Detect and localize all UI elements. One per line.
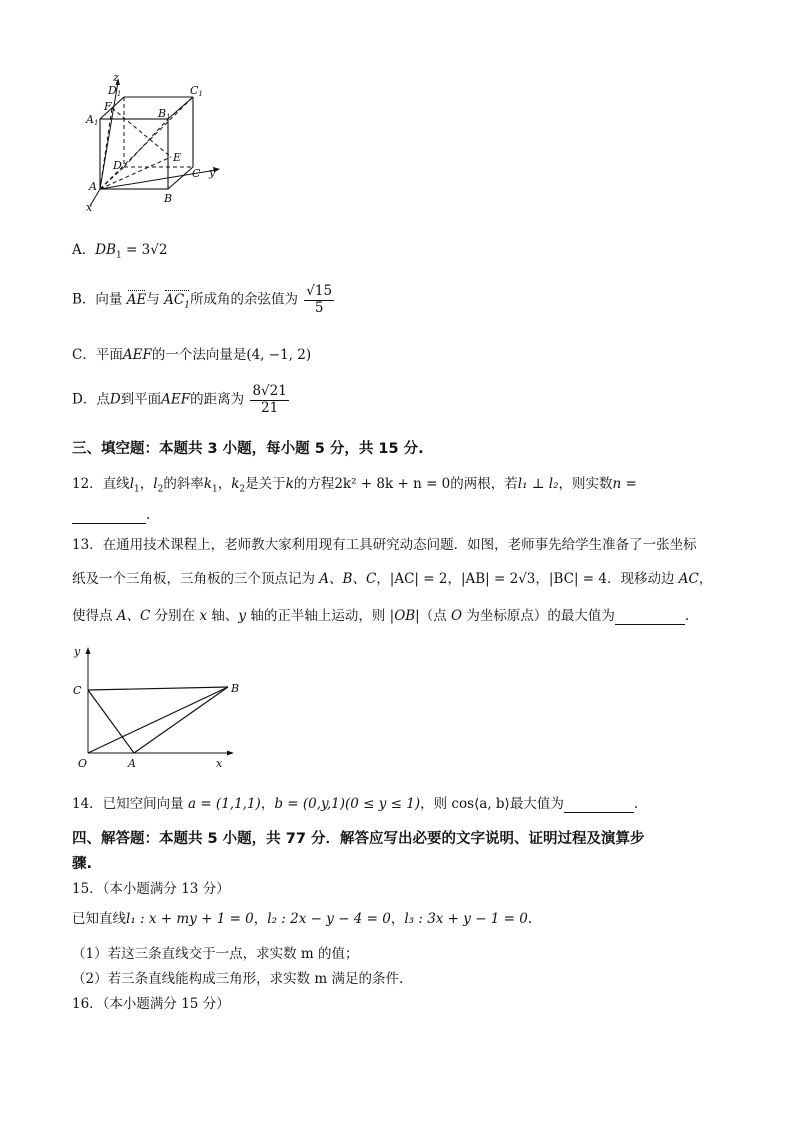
cube-figure	[80, 72, 230, 214]
question-15-heading: 15．（本小题满分 13 分）	[72, 881, 230, 897]
section-4-heading-line-2: 骤.	[72, 856, 93, 872]
question-15-part-2: （2）若三条直线能构成三角形，求实数 m 满足的条件.	[72, 971, 404, 987]
question-13-line-2: 纸及一个三角板，三角板的三个顶点记为 A、B、C，|AC| = 2，|AB| = 2√3，|BC| = 4．现移动边 AC，	[72, 571, 713, 587]
label-x: x	[86, 201, 93, 214]
question-15-body: 已知直线l₁ : x + my + 1 = 0，l₂ : 2x − y − 4 = 0，l₃ : 3x + y − 1 = 0.	[72, 911, 533, 927]
label-d1: D1	[108, 84, 122, 98]
question-15-part-1: （1）若这三条直线交于一点，求实数 m 的值；	[72, 946, 359, 962]
fig13-label-c: C	[73, 684, 82, 697]
option-b: B．向量 AE与 $AC_1$所成角的余弦值为 $\frac{√15}{5}$	[72, 283, 333, 316]
question-13-line-3: 使得点 A、C 分别在 x 轴、y 轴的正半轴上运动，则 |OB|（点 O 为坐标原点）的最大值为 .	[72, 608, 690, 624]
label-c: C	[192, 167, 201, 180]
question-16-heading: 16．（本小题满分 15 分）	[72, 996, 230, 1012]
section-4-heading-line-1: 四、解答题：本题共 5 小题，共 77 分．解答应写出必要的文字说明、证明过程及演算步	[72, 831, 645, 847]
option-a: A．$DB_1 = 3√2$	[72, 242, 168, 261]
question-13-line-1: 13．在通用技术课程上，老师教大家利用现有工具研究动态问题．如图，老师事先给学生准备了一张坐标	[72, 537, 697, 553]
label-z: z	[113, 72, 119, 84]
label-a: A	[89, 180, 97, 193]
label-c1: C1	[190, 84, 203, 98]
question-14: 14．已知空间向量 a = (1,1,1)，b = (0,y,1)(0 ≤ y ≤ 1)，则 cos⟨a, b⟩最大值为 .	[72, 796, 639, 812]
label-e: E	[173, 151, 182, 164]
option-d: D．点D到平面AEF的距离为 $\frac{8√21}{21}$	[72, 383, 287, 416]
question-12-answer-line: .	[72, 507, 150, 524]
triangle-figure	[70, 643, 245, 773]
fig13-label-y: y	[74, 645, 81, 658]
label-b1: B1	[158, 107, 171, 121]
label-b: B	[164, 192, 173, 205]
option-c: C．平面AEF的一个法向量是(4, −1, 2)	[72, 347, 312, 363]
label-a1: A1	[86, 113, 99, 127]
fig13-label-x: x	[216, 757, 223, 770]
section-3-heading: 三、填空题：本题共 3 小题，每小题 5 分，共 15 分.	[72, 441, 424, 457]
label-f: F	[104, 100, 112, 113]
label-d: D	[113, 159, 122, 172]
label-y: y	[209, 166, 216, 179]
fig13-label-b: B	[231, 682, 240, 695]
fig13-label-o: O	[78, 757, 88, 770]
question-12: 12．直线$l_1$，$l_2$的斜率$k_1$，$k_2$是关于k的方程2k² + 8k + n = 0的两根，若l₁ ⊥ l₂，则实数n =	[72, 476, 637, 495]
fig13-label-a: A	[128, 757, 136, 770]
